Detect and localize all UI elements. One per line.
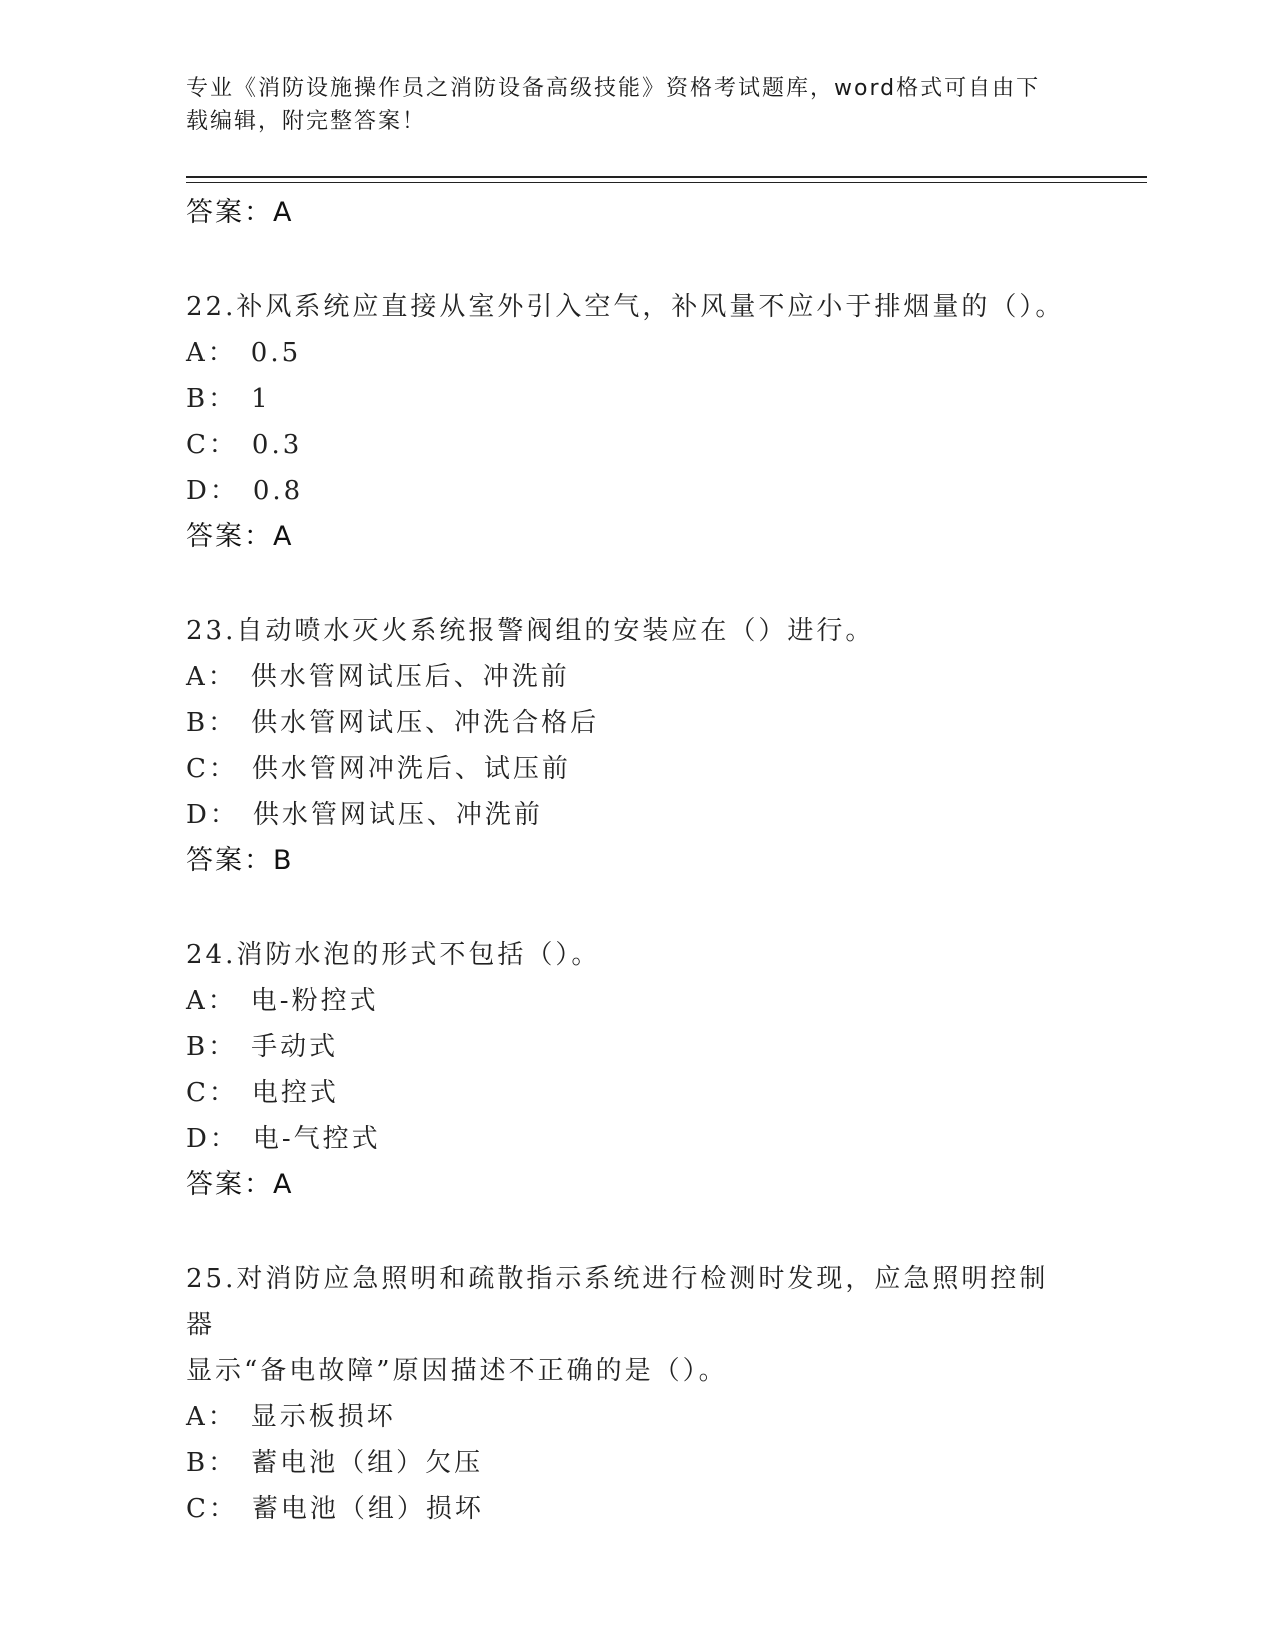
- option-c: [186, 746, 1147, 792]
- previous-answer: 答案：A: [186, 197, 294, 228]
- option-letter: A: [186, 662, 208, 692]
- header-divider-thin: [186, 182, 1147, 183]
- question-25: [186, 1256, 1147, 1532]
- option-letter: D: [186, 800, 210, 830]
- option-letter: D: [186, 476, 210, 506]
- option-letter: A: [186, 1402, 208, 1432]
- document-body: [186, 190, 1147, 1532]
- option-letter: B: [186, 1032, 209, 1062]
- option-separator: ：: [207, 986, 237, 1016]
- question-23: [186, 608, 1147, 884]
- option-text: 蓄电池（组）欠压: [251, 1448, 484, 1478]
- option-text: 0.8: [252, 476, 304, 506]
- option-text: 电-粉控式: [250, 986, 379, 1016]
- option-c: [186, 1070, 1147, 1116]
- question-22: [186, 284, 1147, 560]
- option-text: 供水管网试压、冲洗合格后: [251, 708, 600, 738]
- question-stem: 24.消防水泡的形式不包括（）。: [186, 940, 601, 970]
- option-separator: ：: [208, 1494, 238, 1524]
- option-a: [186, 330, 1147, 376]
- option-d: [186, 468, 1147, 514]
- option-letter: C: [186, 1494, 209, 1524]
- option-letter: D: [186, 1124, 210, 1154]
- option-text: 手动式: [251, 1032, 339, 1062]
- answer-line: 答案：B: [186, 845, 294, 876]
- option-letter: C: [186, 430, 209, 460]
- option-a: [186, 1394, 1147, 1440]
- option-text: 供水管网试压后、冲洗前: [250, 662, 570, 692]
- option-d: [186, 1116, 1147, 1162]
- header-line-2: 载编辑，附完整答案！: [186, 109, 427, 134]
- option-b: [186, 700, 1147, 746]
- option-letter: B: [186, 384, 209, 414]
- option-a: [186, 654, 1147, 700]
- option-c: [186, 1486, 1147, 1532]
- question-stem-line-1: 25.对消防应急照明和疏散指示系统进行检测时发现，应急照明控制器: [186, 1264, 1049, 1340]
- option-text: 电控式: [251, 1078, 339, 1108]
- option-separator: ：: [209, 800, 239, 830]
- option-separator: ：: [207, 662, 237, 692]
- option-a: [186, 978, 1147, 1024]
- question-24: [186, 932, 1147, 1208]
- option-text: 显示板损坏: [250, 1402, 396, 1432]
- option-separator: ：: [208, 384, 238, 414]
- question-stem: 22.补风系统应直接从室外引入空气，补风量不应小于排烟量的（）。: [186, 292, 1065, 322]
- option-b: [186, 1440, 1147, 1486]
- option-separator: ：: [209, 476, 239, 506]
- option-text: 供水管网冲洗后、试压前: [251, 754, 571, 784]
- option-separator: ：: [208, 430, 238, 460]
- option-text: 供水管网试压、冲洗前: [252, 800, 543, 830]
- option-b: [186, 1024, 1147, 1070]
- option-letter: C: [186, 1078, 209, 1108]
- question-stem: 23.自动喷水灭火系统报警阀组的安装应在（）进行。: [186, 616, 875, 646]
- header-line-1: 专业《消防设施操作员之消防设备高级技能》资格考试题库，word格式可自由下: [186, 76, 1041, 101]
- header-divider-thick: [186, 176, 1147, 178]
- option-separator: ：: [208, 1032, 238, 1062]
- option-text: 0.3: [251, 430, 303, 460]
- option-letter: C: [186, 754, 209, 784]
- option-c: [186, 422, 1147, 468]
- option-separator: ：: [207, 338, 237, 368]
- option-separator: ：: [207, 1402, 237, 1432]
- option-separator: ：: [209, 1124, 239, 1154]
- answer-line: 答案：A: [186, 1169, 294, 1200]
- option-text: 电-气控式: [252, 1124, 381, 1154]
- option-separator: ：: [208, 1448, 238, 1478]
- option-separator: ：: [208, 1078, 238, 1108]
- option-letter: A: [186, 986, 208, 1016]
- option-separator: ：: [208, 708, 238, 738]
- option-text: 1: [251, 384, 271, 414]
- option-letter: A: [186, 338, 208, 368]
- option-letter: B: [186, 1448, 209, 1478]
- option-d: [186, 792, 1147, 838]
- option-text: 0.5: [250, 338, 302, 368]
- option-b: [186, 376, 1147, 422]
- question-stem-line-2: 显示“备电故障”原因描述不正确的是（）。: [186, 1356, 728, 1386]
- option-text: 蓄电池（组）损坏: [251, 1494, 484, 1524]
- option-separator: ：: [208, 754, 238, 784]
- option-letter: B: [186, 708, 209, 738]
- document-header: [186, 72, 1076, 138]
- answer-line: 答案：A: [186, 521, 294, 552]
